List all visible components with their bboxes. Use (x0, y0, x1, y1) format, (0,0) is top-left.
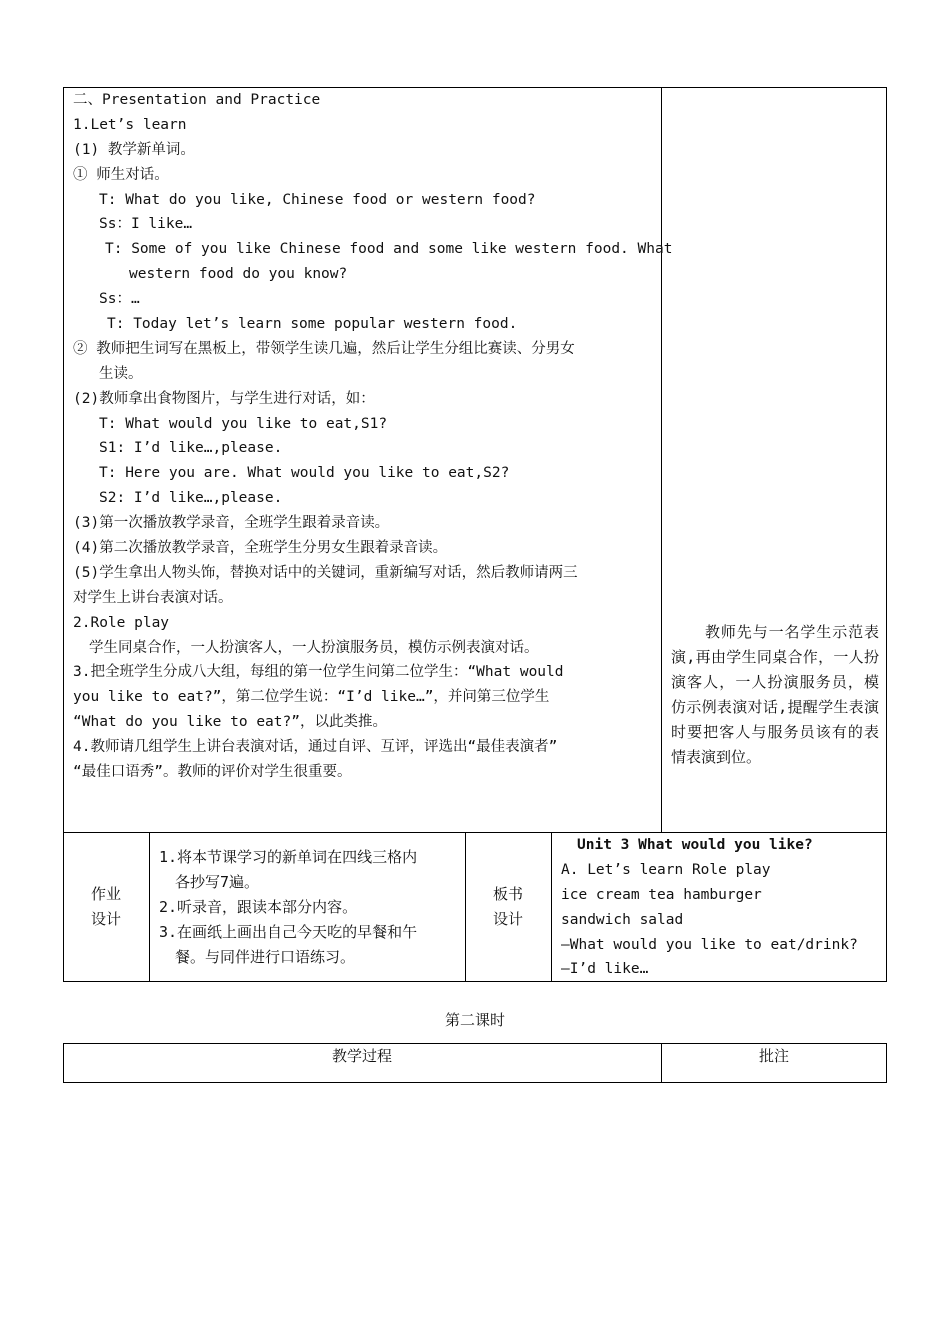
board-line: —I’d like… (561, 961, 649, 978)
step-evaluation: 4.教师请几组学生上讲台表演对话，通过自评、互评，评选出“最佳表演者” (73, 739, 558, 756)
homework-label-line: 作业 (90, 885, 121, 903)
dialogue-line: Ss：… (99, 291, 140, 308)
step-pictures: (2)教师拿出食物图片，与学生进行对话，如： (73, 390, 375, 407)
homework-label (63, 882, 149, 932)
step-blackboard-cont: 生读。 (99, 365, 143, 382)
lets-learn-heading: 1.Let’s learn (73, 116, 187, 133)
step-groups-cont: “What do you like to eat?”，以此类推。 (73, 714, 387, 731)
board-label (465, 882, 551, 932)
table-column-divider (551, 832, 552, 982)
board-title: Unit 3 What would you like? (577, 837, 813, 853)
step-headwear: (5)学生拿出人物头饰，替换对话中的关键词，重新编写对话，然后教师请两三 (73, 564, 578, 581)
dialogue-line: T: Today let’s learn some popular western food. (107, 316, 518, 333)
step-groups: 3.把全班学生分成八大组，每组的第一位学生问第二位学生：“What would (73, 664, 564, 681)
dialogue-line: western food do you know? (129, 266, 348, 283)
homework-items (159, 845, 459, 969)
section-heading: 二、Presentation and Practice (73, 92, 321, 108)
board-label-line: 设计 (492, 909, 523, 928)
homework-item: 餐。与同伴进行口语练习。 (175, 947, 356, 966)
board-line: sandwich salad (561, 911, 684, 928)
homework-item: 1.将本节课学习的新单词在四线三格内 (159, 848, 418, 866)
dialogue-line: Ss：I like… (99, 216, 193, 233)
column-header-process: 教学过程 (331, 1047, 392, 1065)
step-recording-one: (3)第一次播放教学录音，全班学生跟着录音读。 (73, 515, 390, 532)
dialogue-line: S2: I’d like…,please. (99, 490, 283, 507)
dialogue-line: S1: I’d like…,please. (99, 440, 283, 457)
board-line: —What would you like to eat/drink? (561, 936, 858, 953)
step-headwear-cont: 对学生上讲台表演对话。 (73, 589, 233, 606)
teaching-process-content (73, 88, 673, 785)
homework-item: 各抄写7遍。 (175, 872, 260, 891)
dialogue-line: T: Here you are. What would you like to eat,S2? (99, 465, 510, 482)
homework-label-line: 设计 (90, 909, 121, 928)
annotation-note: 教师先与一名学生示范表演,再由学生同桌合作，一人扮演客人，一人扮演服务员，模仿示例表演对话,提醒学生表演时要把客人与服务员该有的表情表演到位。 (671, 623, 879, 766)
role-play-desc: 学生同桌合作，一人扮演客人，一人扮演服务员，模仿示例表演对话。 (89, 639, 539, 656)
step-groups-cont: you like to eat?”，第二位学生说：“I’d like…”，并问第三位学生 (73, 689, 550, 706)
homework-item: 2.听录音，跟读本部分内容。 (159, 897, 358, 916)
step-teach-words: (1) 教学新单词。 (73, 141, 195, 158)
board-content (561, 833, 883, 982)
dialogue-line: T: Some of you like Chinese food and some like western food. What (105, 241, 673, 258)
step-dialogue: ① 师生对话。 (73, 166, 169, 183)
dialogue-line: T: What do you like, Chinese food or western food? (99, 191, 536, 208)
step-evaluation-cont: “最佳口语秀”。教师的评价对学生很重要。 (73, 764, 352, 781)
table-column-divider (661, 87, 662, 833)
step-blackboard: ② 教师把生词写在黑板上，带领学生读几遍，然后让学生分组比赛读、分男女 (73, 340, 575, 357)
column-header-notes: 批注 (758, 1047, 789, 1065)
step-recording-two: (4)第二次播放教学录音，全班学生分男女生跟着录音读。 (73, 540, 448, 557)
table-column-divider (149, 832, 150, 982)
homework-item: 3.在画纸上画出自己今天吃的早餐和午 (159, 922, 418, 941)
board-line: ice cream tea hamburger (561, 886, 762, 903)
dialogue-line: T: What would you like to eat,S1? (99, 415, 388, 432)
lesson-two-title: 第二课时 (444, 1011, 505, 1029)
board-label-line: 板书 (492, 885, 523, 903)
board-line: A. Let’s learn Role play (561, 861, 771, 878)
role-play-heading: 2.Role play (73, 614, 170, 631)
